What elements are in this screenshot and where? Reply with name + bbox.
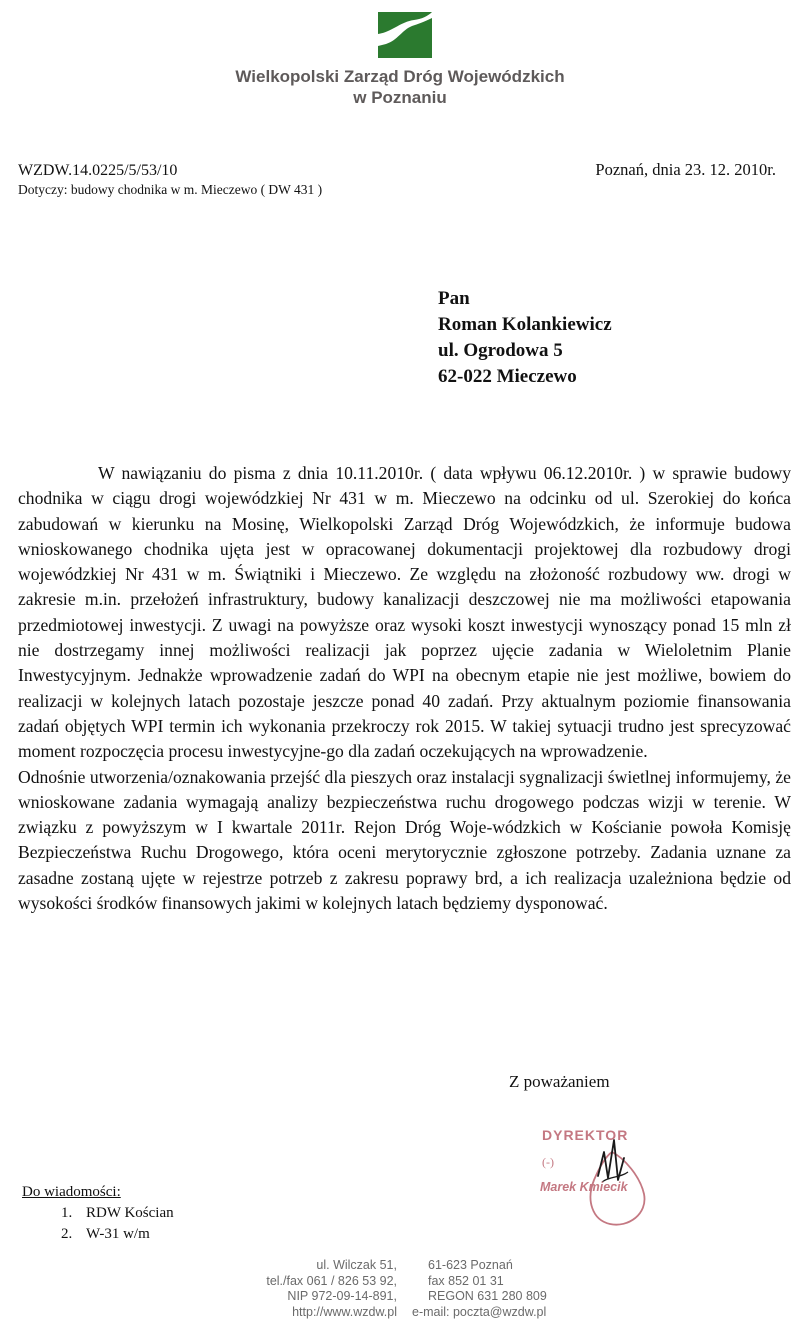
copies-to-title: Do wiadomości: (22, 1184, 121, 1200)
stamp-title: DYREKTOR (542, 1127, 629, 1143)
footer-contact (0, 1258, 800, 1320)
footer-email: e-mail: poczta@wzdw.pl (412, 1304, 547, 1319)
letter-body (18, 461, 791, 916)
copies-to (22, 1182, 174, 1245)
addressee-name: Roman Kolankiewicz (438, 314, 612, 335)
stamp-signed-mark: (-) (542, 1155, 554, 1169)
addressee-street: ul. Ogrodowa 5 (438, 340, 563, 361)
footer-nip: NIP 972-09-14-891, (287, 1289, 397, 1303)
closing-salutation: Z poważaniem (509, 1072, 610, 1091)
footer-regon: REGON 631 280 809 (428, 1289, 547, 1303)
addressee-block (438, 286, 612, 390)
organization-name (0, 66, 800, 108)
footer-website: http://www.wzdw.pl (292, 1304, 397, 1319)
road-logo-icon (378, 12, 432, 58)
letter-subject: Dotyczy: budowy chodnika w m. Mieczewo ( DW 431 ) (18, 182, 323, 197)
footer-fax: fax 852 01 31 (428, 1273, 504, 1288)
organization-name-line2: w Poznaniu (353, 88, 447, 107)
copies-to-list (22, 1203, 174, 1245)
body-paragraph-1: W nawiązaniu do pisma z dnia 10.11.2010r. ( data wpływu 06.12.2010r. ) w sprawie budowy chodnika w ciągu drogi wojewódzkiej Nr 431 w m. Mieczewo na odcinku od ul. Szerokiej do końca zabudowań w kierunku na Mosinę, Wielkopolski Zarząd Dróg Wojewódzkich, że informuje budowa wnioskowanego chodnika ujęta jest w opracowanej dokumentacji projektowej dla rozbudowy drogi wojewódzkiej Nr 431 w m. Świątniki i Mieczewo. Ze względu na złożoność rozbudowy ww. drogi w zakresie m.in. przełożeń infrastruktury, budowy kanalizacji deszczowej nie ma możliwości etapowania przedmiotowej inwestycji. Z uwagi na powyższe oraz wysoki koszt inwestycji wynoszący ponad 15 mln zł nie dostrzegamy innej możliwości realizacji jak poprzez ujęcie zadania w Wieloletnim Planie Inwestycyjnym. Jednakże wprowadzenie zadań do WPI na obecnym etapie nie jest możliwe, bowiem do realizacji w kolejnych latach pozostaje jeszcze ponad 40 zadań. Przy aktualnym poziomie finansowania zadań objętych WPI termin ich wykonania przekroczy rok 2015. W takiej sytuacji trudno jest sprecyzować moment rozpoczęcia procesu inwestycyjne-go dla zadań oczekujących na wprowadzenie. (18, 463, 791, 762)
stamp-name: Marek Kmiecik (540, 1180, 628, 1194)
list-item: 1. RDW Kościan (76, 1203, 174, 1224)
footer-street: ul. Wilczak 51, (316, 1258, 397, 1272)
addressee-title: Pan (438, 288, 470, 309)
organization-name-line1: Wielkopolski Zarząd Dróg Wojewódzkich (235, 67, 565, 86)
body-paragraph-2: Odnośnie utworzenia/oznakowania przejść dla pieszych oraz instalacji sygnalizacji świetlnej informujemy, że wnioskowane zadania wymagają analizy bezpieczeństwa ruchu drogowego podczas wizji w terenie. W związku z powyższym w I kwartale 2011r. Rejon Dróg Woje-wódzkich w Kościanie powoła Komisję Bezpieczeństwa Ruchu Drogowego, która oceni merytorycznie zgłoszone potrzeby. Zadania uznane za zasadne zostaną ujęte w rejestrze potrzeb z zakresu poprawy brd, a ich realizacja uzależniona będzie od wysokości środków finansowych jakimi w kolejnych latach będziemy dysponować. (18, 766, 791, 914)
place-and-date: Poznań, dnia 23. 12. 2010r. (595, 160, 776, 179)
footer-phone: tel./fax 061 / 826 53 92, (266, 1273, 397, 1288)
footer-city: 61-623 Poznań (428, 1258, 513, 1272)
addressee-city: 62-022 Mieczewo (438, 366, 577, 387)
reference-number: WZDW.14.0225/5/53/10 (18, 162, 178, 179)
list-item: 2. W-31 w/m (76, 1224, 174, 1245)
